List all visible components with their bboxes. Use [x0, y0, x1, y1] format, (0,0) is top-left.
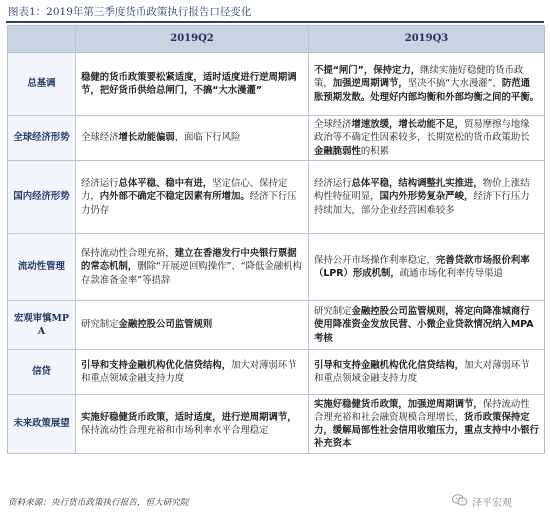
- cell-2019q3: [309, 395, 545, 454]
- cell-text-segment: 完善贷款市场报价利率（LPR）形成机制，: [314, 254, 530, 279]
- row-label: 全球经济形势: [8, 116, 76, 161]
- cell-text-segment: 坚定信心、保持定力，: [81, 178, 288, 203]
- cell-text-segment: 全球经济: [81, 132, 119, 144]
- cell-text-segment: 全球经济: [314, 119, 352, 131]
- cell-2019q3: [309, 234, 545, 301]
- watermark: [452, 492, 544, 510]
- row-label: 信贷: [8, 350, 76, 395]
- cell-2019q3: [309, 53, 545, 116]
- cell-text-segment: 保持公开市场操作利率稳定，: [314, 254, 436, 266]
- cell-text-segment: 保持流动性合理充裕，: [81, 248, 175, 260]
- cell-text-segment: 的积累: [360, 145, 390, 157]
- comparison-table: [7, 25, 545, 454]
- cell-text-segment: 总体平稳，结构调整扎实推进，: [351, 178, 483, 190]
- cell-text-segment: 稳健的货币政策要松紧适度，适时适度进行逆周期调节，把好货币供给总闸门，不搞“大水漫灌”: [81, 71, 297, 96]
- table-row: [8, 350, 545, 395]
- cell-text-segment: 经济运行: [81, 178, 119, 190]
- cell-text-segment: 加大对薄弱环节和重点领域金融支持力度: [314, 359, 530, 384]
- cell-text-segment: 金融脆弱性: [314, 145, 361, 157]
- cell-2019q2: [76, 395, 309, 454]
- cell-text-segment: ，面临下行风险: [174, 132, 241, 144]
- table-header-row: [8, 26, 545, 53]
- table-row: [8, 301, 545, 350]
- row-label: 宏观审慎MPA: [8, 301, 76, 350]
- cell-text-segment: 经济下行压力仍存: [81, 191, 297, 216]
- cell-2019q3: [309, 350, 545, 395]
- cell-text-segment: 引导和支持金融机构优化信贷结构，: [81, 359, 232, 371]
- cell-text-segment: 加强逆周期调节，: [332, 78, 408, 90]
- cell-text-segment: 实施好稳健货币政策，加强逆周期调节，: [314, 398, 483, 410]
- cell-text-segment: 金融控股公司监管规则: [118, 319, 213, 331]
- table-row: [8, 116, 545, 161]
- cell-text-segment: 金融控股公司监管规则，将定向降准城商行使用降准资金发放民营、小微企业贷款情况纳入MPA考核: [314, 306, 534, 344]
- cell-text-segment: 经济运行: [314, 178, 352, 190]
- cell-text-segment: 不提“闸门”，保持定力，: [314, 65, 421, 77]
- cell-2019q2: [76, 161, 309, 234]
- cell-text-segment: 研究制定: [81, 319, 119, 331]
- cell-text-segment: 研究制定: [314, 306, 352, 318]
- header-2019q3: 2019Q3: [309, 26, 545, 53]
- wechat-icon: [452, 494, 468, 509]
- row-label: 总基调: [8, 53, 76, 116]
- cell-text-segment: 保持流动性合理充裕和社会融资规模合理增长，: [314, 398, 530, 423]
- header-2019q2: 2019Q2: [76, 26, 309, 53]
- cell-2019q2: [76, 234, 309, 301]
- cell-text-segment: 内外部不确定不稳定因素有所增加。: [99, 191, 250, 203]
- title-underline: [6, 21, 544, 23]
- cell-text-segment: 总体平稳、稳中有进，: [118, 178, 213, 190]
- cell-text-segment: 加大对薄弱环节和重点领域金融支持力度: [81, 359, 297, 384]
- cell-2019q2: [76, 350, 309, 395]
- row-label: 国内经济形势: [8, 161, 76, 234]
- row-label: 流动性管理: [8, 234, 76, 301]
- cell-text-segment: 实施好稳健货币政策，适时适度，进行逆周期调节，: [81, 411, 297, 423]
- header-blank: [8, 26, 76, 53]
- table-row: [8, 234, 545, 301]
- source-note: 资料来源：央行货币政策执行报告，恒大研究院: [8, 498, 189, 508]
- cell-2019q3: [309, 301, 545, 350]
- cell-2019q3: [309, 116, 545, 161]
- cell-text-segment: 物价上涨结构性特征明显，: [314, 178, 530, 203]
- cell-text-segment: 增长动能偏弱: [118, 132, 175, 144]
- cell-text-segment: 引导和支持金融机构优化信贷结构，: [314, 359, 465, 371]
- cell-text-segment: 防范通胀预期发散。处理好内部均衡和外部均衡之间的平衡。: [314, 78, 540, 103]
- cell-text-segment: 货币政策保持定力，缓解局部性社会信用收缩压力，重点支持中小银行补充资本: [314, 411, 540, 450]
- cell-2019q2: [76, 301, 309, 350]
- cell-text-segment: 继续实施好稳健的货币政策，: [314, 65, 524, 90]
- figure-title: 图表1：2019年第三季度货币政策执行报告口径变化: [8, 6, 252, 18]
- cell-text-segment: 坚决不搞“大水漫灌”，: [407, 78, 502, 90]
- watermark-text: 泽平宏观: [472, 497, 512, 509]
- cell-text-segment: 保持流动性合理充裕和市场利率水平合理稳定: [81, 425, 269, 436]
- cell-text-segment: 贸易摩擦与地缘政治等不确定性因素较多，长期宽松的货币政策助长: [314, 119, 530, 144]
- cell-text-segment: 经济下行压力持续加大，部分企业经营困难较多: [314, 191, 530, 216]
- cell-2019q2: [76, 116, 309, 161]
- cell-text-segment: 国内外形势复杂严峻，: [379, 191, 474, 203]
- cell-2019q2: [76, 53, 309, 116]
- cell-text-segment: 疏通市场化利率传导渠道: [399, 268, 503, 279]
- table-row: [8, 161, 545, 234]
- cell-text-segment: 建立在香港发行中央银行票据的常态机制，: [81, 248, 297, 273]
- cell-text-segment: 增速放缓，增长动能不足，: [351, 119, 465, 131]
- cell-text-segment: 删除“开展逆回购操作”、“降低金融机构存款准备金率”等措辞: [81, 261, 302, 286]
- table-row: [8, 53, 545, 116]
- cell-2019q3: [309, 161, 545, 234]
- row-label: 未来政策展望: [8, 395, 76, 454]
- table-row: [8, 395, 545, 454]
